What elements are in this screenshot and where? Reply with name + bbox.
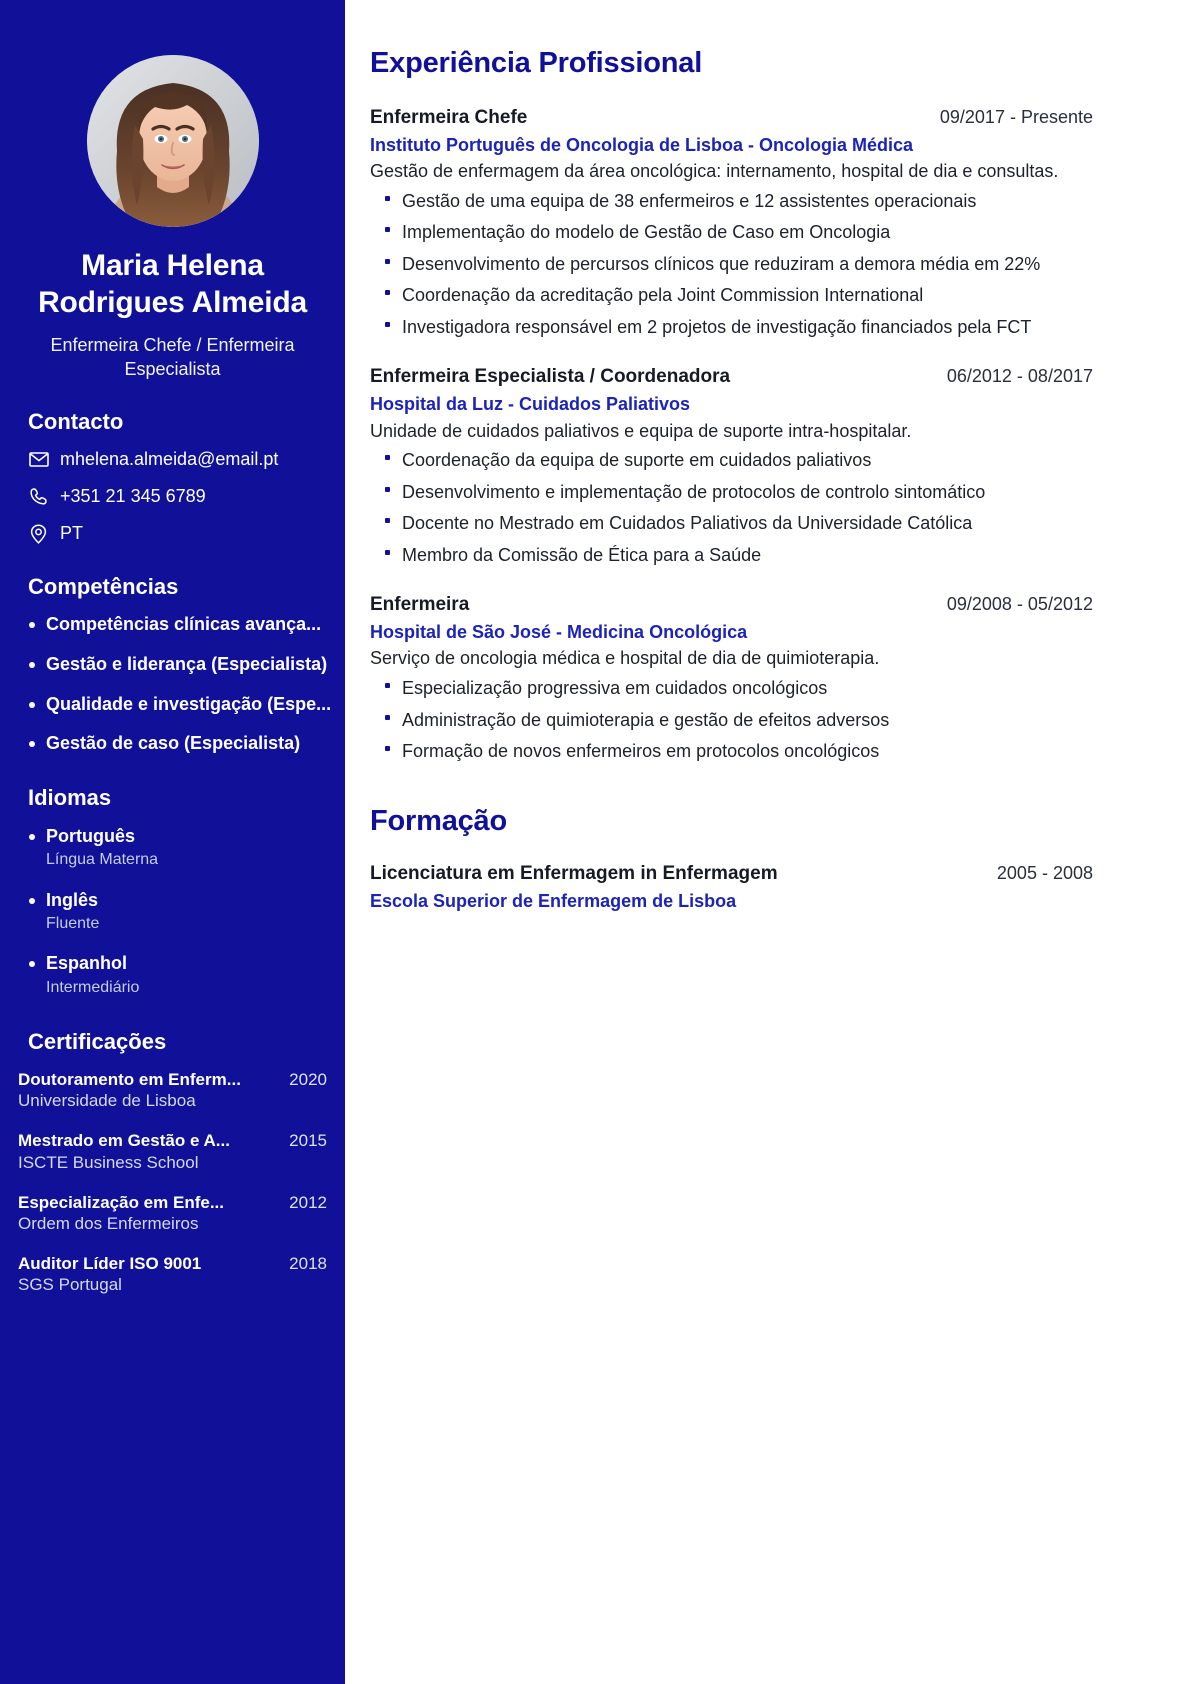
bullet-square-icon xyxy=(385,290,390,295)
bullet-text: Formação de novos enfermeiros em protocolos oncológicos xyxy=(402,741,880,762)
bullet-text: Coordenação da acreditação pela Joint Commission International xyxy=(402,285,924,306)
list-item xyxy=(18,654,327,676)
candidate-title: Enfermeira Chefe / Enfermeira Especialista xyxy=(50,335,295,380)
certification-year: 2020 xyxy=(289,1070,327,1090)
list-item xyxy=(18,952,327,999)
education-entry xyxy=(370,862,1093,914)
certification-issuer: ISCTE Business School xyxy=(18,1152,199,1172)
language-level: Língua Materna xyxy=(46,851,159,869)
contact-email[interactable] xyxy=(28,449,327,470)
certification-header xyxy=(18,1253,327,1274)
list-item xyxy=(18,614,327,636)
contact-heading: Contacto xyxy=(28,409,124,435)
bullet-text: Implementação do modelo de Gestão de Caso em Oncologia xyxy=(402,222,891,243)
bullet-square-icon xyxy=(385,455,390,460)
certification-header xyxy=(18,1069,327,1090)
location-pin-icon xyxy=(28,523,49,544)
bullet-dot-icon xyxy=(29,622,35,628)
list-item xyxy=(18,889,327,936)
list-item xyxy=(18,1069,327,1112)
skill-label: Competências clínicas avança... xyxy=(46,614,322,635)
bullet-text: Desenvolvimento e implementação de protocolos de controlo sintomático xyxy=(402,481,986,502)
list-item xyxy=(18,825,327,872)
avatar-container xyxy=(18,0,327,227)
list-item xyxy=(370,220,1093,246)
envelope-icon xyxy=(28,449,49,470)
job-organization: Instituto Português de Oncologia de Lisboa - Oncologia Médica xyxy=(370,134,914,155)
list-item xyxy=(18,1130,327,1173)
list-item xyxy=(370,676,1093,702)
job-dates: 09/2008 - 05/2012 xyxy=(946,594,1093,615)
bullet-text: Gestão de uma equipa de 38 enfermeiros e 12 assistentes operacionais xyxy=(402,190,977,211)
bullet-square-icon xyxy=(385,683,390,688)
contact-location[interactable] xyxy=(28,523,327,544)
job-dates: 09/2017 - Presente xyxy=(939,107,1093,127)
language-name: Espanhol xyxy=(46,953,128,974)
list-item xyxy=(370,543,1093,569)
list-item xyxy=(370,480,1093,506)
experience-header xyxy=(370,593,1093,617)
list-item xyxy=(18,1192,327,1235)
experience-section-heading: Experiência Profissional xyxy=(370,47,703,79)
bullet-text: Especialização progressiva em cuidados oncológicos xyxy=(402,677,828,698)
certification-issuer: Ordem dos Enfermeiros xyxy=(18,1214,199,1234)
job-dates: 06/2012 - 08/2017 xyxy=(946,366,1093,387)
certification-name: Doutoramento em Enferm... xyxy=(18,1070,241,1090)
language-level: Fluente xyxy=(46,914,100,932)
skills-list xyxy=(18,614,332,754)
education-school: Escola Superior de Enfermagem de Lisboa xyxy=(370,891,737,912)
job-bullets xyxy=(370,676,1093,765)
job-description: Gestão de enfermagem da área oncológica: internamento, hospital de dia e consultas. xyxy=(370,161,1059,182)
experience-header xyxy=(370,365,1093,389)
job-title: Enfermeira xyxy=(370,594,470,616)
bullet-square-icon xyxy=(385,715,390,720)
contact-phone[interactable] xyxy=(28,486,327,507)
bullet-dot-icon xyxy=(29,834,35,840)
language-name: Português xyxy=(46,825,136,846)
experience-entry xyxy=(370,365,1093,568)
bullet-text: Investigadora responsável em 2 projetos de investigação financiados pela FCT xyxy=(402,316,1032,337)
skill-label: Gestão de caso (Especialista) xyxy=(46,733,301,754)
bullet-text: Desenvolvimento de percursos clínicos que reduziram a demora média em 22% xyxy=(402,253,1041,274)
bullet-text: Coordenação da equipa de suporte em cuidados paliativos xyxy=(402,450,872,471)
certification-year: 2012 xyxy=(289,1192,327,1212)
job-bullets xyxy=(370,448,1093,568)
bullet-dot-icon xyxy=(29,702,35,708)
certification-issuer: SGS Portugal xyxy=(18,1275,122,1295)
bullet-text: Docente no Mestrado em Cuidados Paliativos da Universidade Católica xyxy=(402,513,973,534)
job-description: Serviço de oncologia médica e hospital de dia de quimioterapia. xyxy=(370,648,880,669)
job-title: Enfermeira Chefe xyxy=(370,107,528,128)
certification-header xyxy=(18,1192,327,1213)
bullet-text: Administração de quimioterapia e gestão de efeitos adversos xyxy=(402,709,890,730)
language-level: Intermediário xyxy=(46,978,140,996)
list-item xyxy=(370,708,1093,734)
bullet-square-icon xyxy=(385,746,390,751)
language-name: Inglês xyxy=(46,889,99,910)
job-organization: Hospital da Luz - Cuidados Paliativos xyxy=(370,394,691,415)
job-title: Enfermeira Especialista / Coordenadora xyxy=(370,366,731,388)
certification-name: Mestrado em Gestão e A... xyxy=(18,1131,230,1151)
contact-email-value: mhelena.almeida@email.pt xyxy=(60,449,279,470)
bullet-square-icon xyxy=(385,487,390,492)
list-item xyxy=(370,189,1093,215)
list-item xyxy=(370,315,1093,341)
bullet-square-icon xyxy=(385,550,390,555)
certification-header xyxy=(18,1130,327,1151)
bullet-dot-icon xyxy=(29,898,35,904)
certification-year: 2018 xyxy=(289,1254,327,1274)
candidate-name: Maria Helena Rodrigues Almeida xyxy=(38,249,307,319)
bullet-dot-icon xyxy=(29,961,35,967)
bullet-dot-icon xyxy=(29,741,35,747)
list-item xyxy=(18,693,332,716)
experience-entry xyxy=(370,593,1093,764)
bullet-text: Membro da Comissão de Ética para a Saúde xyxy=(402,544,762,565)
contact-location-value: PT xyxy=(60,523,84,544)
languages-list xyxy=(18,825,327,999)
education-dates: 2005 - 2008 xyxy=(996,862,1093,883)
education-section-heading: Formação xyxy=(370,804,507,837)
job-organization: Hospital de São José - Medicina Oncológica xyxy=(370,622,748,643)
experience-header xyxy=(370,106,1093,130)
avatar xyxy=(87,55,259,227)
certification-name: Auditor Líder ISO 9001 xyxy=(18,1254,202,1274)
bullet-square-icon xyxy=(385,518,390,523)
list-item xyxy=(370,448,1093,474)
list-item xyxy=(370,511,1093,537)
languages-heading: Idiomas xyxy=(28,784,112,810)
bullet-square-icon xyxy=(385,227,390,232)
skill-label: Qualidade e investigação (Espe... xyxy=(46,693,332,714)
education-title: Licenciatura em Enfermagem in Enfermagem xyxy=(370,862,778,884)
list-item xyxy=(370,283,1093,309)
certification-issuer: Universidade de Lisboa xyxy=(18,1091,196,1111)
job-description: Unidade de cuidados paliativos e equipa de suporte intra-hospitalar. xyxy=(370,420,912,441)
contact-phone-value: +351 21 345 6789 xyxy=(60,486,206,507)
skill-label: Gestão e liderança (Especialista) xyxy=(46,654,328,674)
list-item xyxy=(370,739,1093,765)
bullet-dot-icon xyxy=(29,662,35,668)
skills-heading: Competências xyxy=(28,574,179,600)
bullet-square-icon xyxy=(385,259,390,264)
bullet-square-icon xyxy=(385,196,390,201)
job-bullets xyxy=(370,189,1093,341)
phone-icon xyxy=(28,486,49,507)
list-item xyxy=(18,733,327,755)
main-content xyxy=(345,0,1190,1684)
education-header xyxy=(370,862,1093,886)
bullet-square-icon xyxy=(385,322,390,327)
certification-name: Especialização em Enfe... xyxy=(18,1192,224,1212)
list-item xyxy=(370,252,1093,278)
certification-year: 2015 xyxy=(289,1131,327,1151)
sidebar xyxy=(0,0,345,1684)
experience-entry xyxy=(370,106,1093,340)
certifications-list xyxy=(18,1069,327,1296)
certifications-heading: Certificações xyxy=(28,1029,167,1055)
list-item xyxy=(18,1253,327,1296)
